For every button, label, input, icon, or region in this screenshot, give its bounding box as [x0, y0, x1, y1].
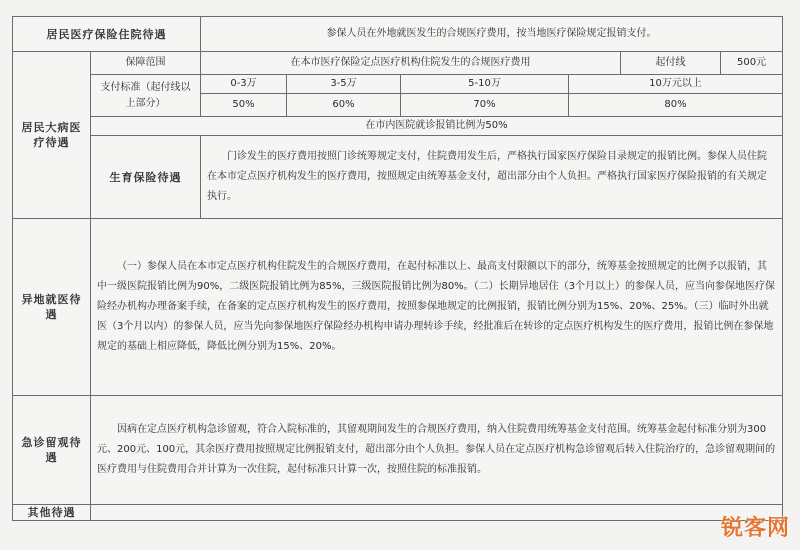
table-row-emergency — [13, 396, 783, 505]
maternity-text: 门诊发生的医疗费用按照门诊统筹规定支付，住院费用发生后，严格执行国家医疗保险目录规定的报销比例。参保人员住院在本市定点医疗机构发生的医疗费用，按照规定由统筹基金支付，超出部分由个人负担。严格执行国家医疗保险报销的有关规定执行。 — [201, 136, 783, 219]
benefits-table — [12, 16, 783, 521]
bracket-cell: 0-3万 — [201, 75, 287, 94]
ratio-cell: 60% — [287, 94, 401, 117]
ratio-cell: 50% — [201, 94, 287, 117]
site-watermark: 锐客网 — [720, 516, 790, 541]
emergency-label: 急诊留观待遇 — [13, 396, 91, 505]
table-row-serious-illness-scope — [13, 52, 783, 75]
scope-label: 保障范围 — [91, 52, 201, 75]
table-row-remote — [13, 219, 783, 396]
table-row-brackets — [13, 75, 783, 94]
table-row-note — [13, 117, 783, 136]
bracket-cell: 10万元以上 — [569, 75, 783, 94]
bracket-cell: 3-5万 — [287, 75, 401, 94]
serious-illness-label: 居民大病医疗待遇 — [13, 52, 91, 219]
other-text — [91, 505, 783, 521]
ratio-cell: 70% — [401, 94, 569, 117]
start-line-label: 起付线 — [621, 52, 721, 75]
table-row-other — [13, 505, 783, 521]
ratio-label: 支付标准（起付线以上部分） — [91, 75, 201, 117]
ratio-note: 在市内医院就诊报销比例为50% — [91, 117, 783, 136]
ratio-cell: 80% — [569, 94, 783, 117]
bracket-cell: 5-10万 — [401, 75, 569, 94]
table-row-maternity — [13, 136, 783, 219]
scope-text: 在本市医疗保险定点医疗机构住院发生的合规医疗费用 — [201, 52, 621, 75]
maternity-label: 生育保险待遇 — [91, 136, 201, 219]
table-row-inpatient — [13, 17, 783, 52]
inpatient-label: 居民医疗保险住院待遇 — [13, 17, 201, 52]
emergency-text: 因病在定点医疗机构急诊留观，符合入院标准的，其留观期间发生的合规医疗费用，纳入住院费用统筹基金支付范围。统筹基金起付标准分别为300元、200元、100元，其余医疗费用按照规定比例报销支付，超出部分由个人负担。参保人员在定点医疗机构急诊留观后转入住院治疗的，急诊留观期间的医疗费用与住院费用合并计算为一次住院，起付标准只计算一次，按照住院的标准报销。 — [91, 396, 783, 505]
inpatient-content: 参保人员在外地就医发生的合规医疗费用，按当地医疗保险规定报销支付。 — [201, 17, 783, 52]
start-line-value: 500元 — [721, 52, 783, 75]
remote-label: 异地就医待遇 — [13, 219, 91, 396]
remote-text: （一）参保人员在本市定点医疗机构住院发生的合规医疗费用，在起付标准以上、最高支付限额以下的部分，统筹基金按照规定的比例予以报销，其中一级医院报销比例为90%，二级医院报销比例为85%，三级医院报销比例为80%。（二）长期异地居住（3个月以上）的参保人员，应当向参保地医疗保险经办机构办理备案手续，在备案的定点医疗机构发生的医疗费用，按照参保地规定的比例报销，报销比例分别为15%、20%、25%。（三）临时外出就医（3个月以内）的参保人员，应当先向参保地医疗保险经办机构申请办理转诊手续，经批准后在转诊的定点医疗机构发生的医疗费用，报销比例在参保地规定的基础上相应降低，降低比例分别为15%、20%。 — [91, 219, 783, 396]
other-label: 其他待遇 — [13, 505, 91, 521]
